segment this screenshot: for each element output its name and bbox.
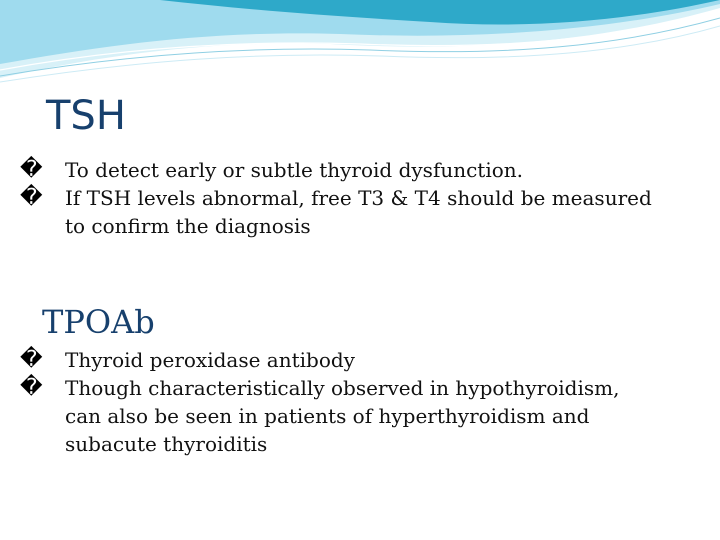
- section-heading-tsh: TSH: [46, 93, 126, 139]
- bullet-list-tsh: [20, 156, 660, 240]
- header-wave-decoration: [0, 0, 720, 90]
- bullet-list-tpoab: [20, 346, 660, 458]
- bullet-text: To detect early or subtle thyroid dysfunction.: [65, 158, 524, 182]
- bullet-item: [20, 346, 660, 374]
- bullet-glyph: �: [20, 185, 43, 210]
- bullet-glyph: �: [20, 375, 43, 400]
- bullet-text: If TSH levels abnormal, free T3 & T4 should be measured to confirm the diagnosis: [65, 186, 652, 238]
- section-heading-tpoab: TPOAb: [42, 303, 155, 341]
- bullet-item: [20, 156, 660, 184]
- bullet-glyph: �: [20, 157, 43, 182]
- bullet-item: [20, 374, 660, 458]
- bullet-item: [20, 184, 660, 240]
- bullet-text: Thyroid peroxidase antibody: [65, 348, 355, 372]
- bullet-glyph: �: [20, 347, 43, 372]
- bullet-text: Though characteristically observed in hypothyroidism, can also be seen in patients of hyperthyroidism and subacute thyroiditis: [65, 376, 620, 456]
